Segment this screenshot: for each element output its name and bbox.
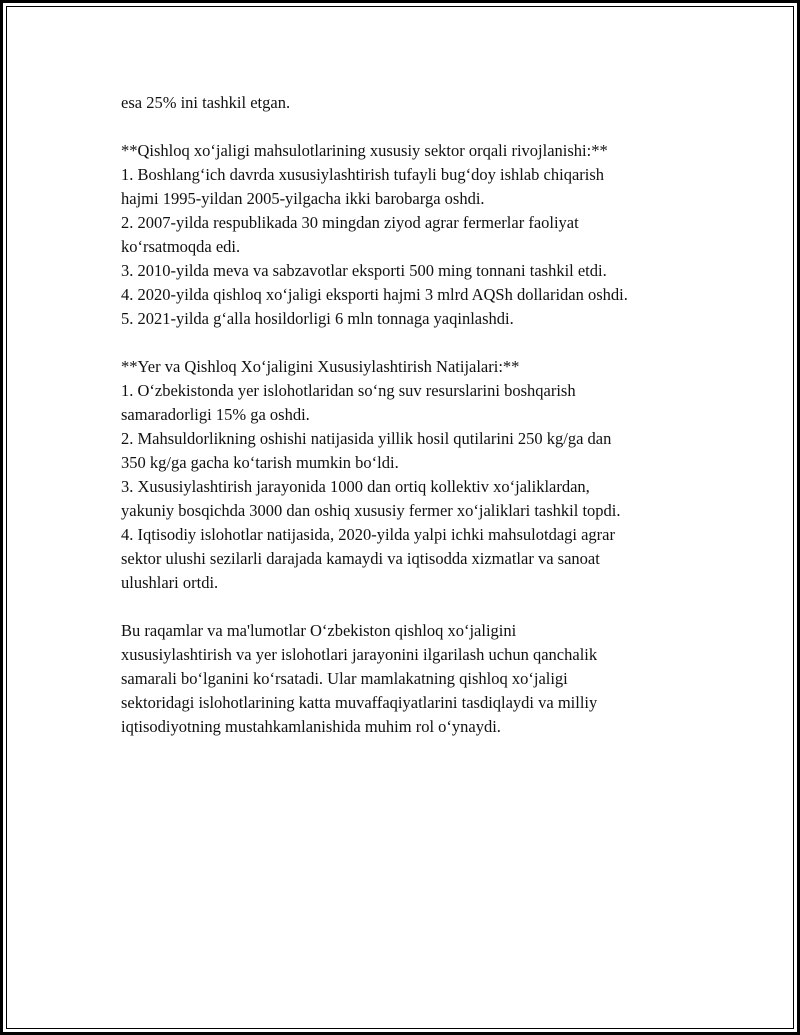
body-line: 4. 2020-yilda qishloq xo‘jaligi eksporti hajmi 3 mlrd AQSh dollaridan oshdi. <box>121 285 628 304</box>
body-line: 350 kg/ga gacha ko‘tarish mumkin bo‘ldi. <box>121 453 399 472</box>
body-line: samarali bo‘lganini ko‘rsatadi. Ular mamlakatning qishloq xo‘jaligi <box>121 669 568 688</box>
body-line: iqtisodiyotning mustahkamlanishida muhim rol o‘ynaydi. <box>121 717 501 736</box>
paragraph-gap <box>121 595 701 619</box>
document-body <box>121 91 701 739</box>
body-line: 2. Mahsuldorlikning oshishi natijasida yillik hosil qutilarini 250 kg/ga dan <box>121 429 612 448</box>
body-line: 3. Xususiylashtirish jarayonida 1000 dan ortiq kollektiv xo‘jaliklardan, <box>121 477 590 496</box>
section-private-sector-development <box>121 139 701 331</box>
body-line: yakuniy bosqichda 3000 dan oshiq xususiy fermer xo‘jaliklari tashkil topdi. <box>121 501 621 520</box>
section-privatization-results <box>121 355 701 595</box>
body-line: 2. 2007-yilda respublikada 30 mingdan ziyod agrar fermerlar faoliyat <box>121 213 579 232</box>
body-line: Bu raqamlar va ma'lumotlar O‘zbekiston qishloq xo‘jaligini <box>121 621 517 640</box>
body-line: 5. 2021-yilda g‘alla hosildorligi 6 mln tonnaga yaqinlashdi. <box>121 309 514 328</box>
paragraph-gap <box>121 331 701 355</box>
section-heading: **Qishloq xo‘jaligi mahsulotlarining xususiy sektor orqali rivojlanishi:** <box>121 141 608 160</box>
body-line: 1. O‘zbekistonda yer islohotlaridan so‘ng suv resurslarini boshqarish <box>121 381 576 400</box>
section-heading: **Yer va Qishloq Xo‘jaligini Xususiylashtirish Natijalari:** <box>121 357 520 376</box>
paragraph-gap <box>121 115 701 139</box>
body-line: 1. Boshlang‘ich davrda xususiylashtirish tufayli bug‘doy ishlab chiqarish <box>121 165 605 184</box>
conclusion-paragraph <box>121 619 701 739</box>
body-line: 3. 2010-yilda meva va sabzavotlar eksporti 500 ming tonnani tashkil etdi. <box>121 261 607 280</box>
intro-line: esa 25% ini tashkil etgan. <box>121 93 291 112</box>
body-line: sektoridagi islohotlarining katta muvaffaqiyatlarini tasdiqlaydi va milliy <box>121 693 598 712</box>
body-line: 4. Iqtisodiy islohotlar natijasida, 2020-yilda yalpi ichki mahsulotdagi agrar <box>121 525 615 544</box>
body-line: xususiylashtirish va yer islohotlari jarayonini ilgarilash uchun qanchalik <box>121 645 598 664</box>
body-line: hajmi 1995-yildan 2005-yilgacha ikki barobarga oshdi. <box>121 189 485 208</box>
body-line: samaradorligi 15% ga oshdi. <box>121 405 310 424</box>
body-line: ulushlari ortdi. <box>121 573 219 592</box>
body-line: sektor ulushi sezilarli darajada kamaydi va iqtisodda xizmatlar va sanoat <box>121 549 600 568</box>
body-line: ko‘rsatmoqda edi. <box>121 237 241 256</box>
